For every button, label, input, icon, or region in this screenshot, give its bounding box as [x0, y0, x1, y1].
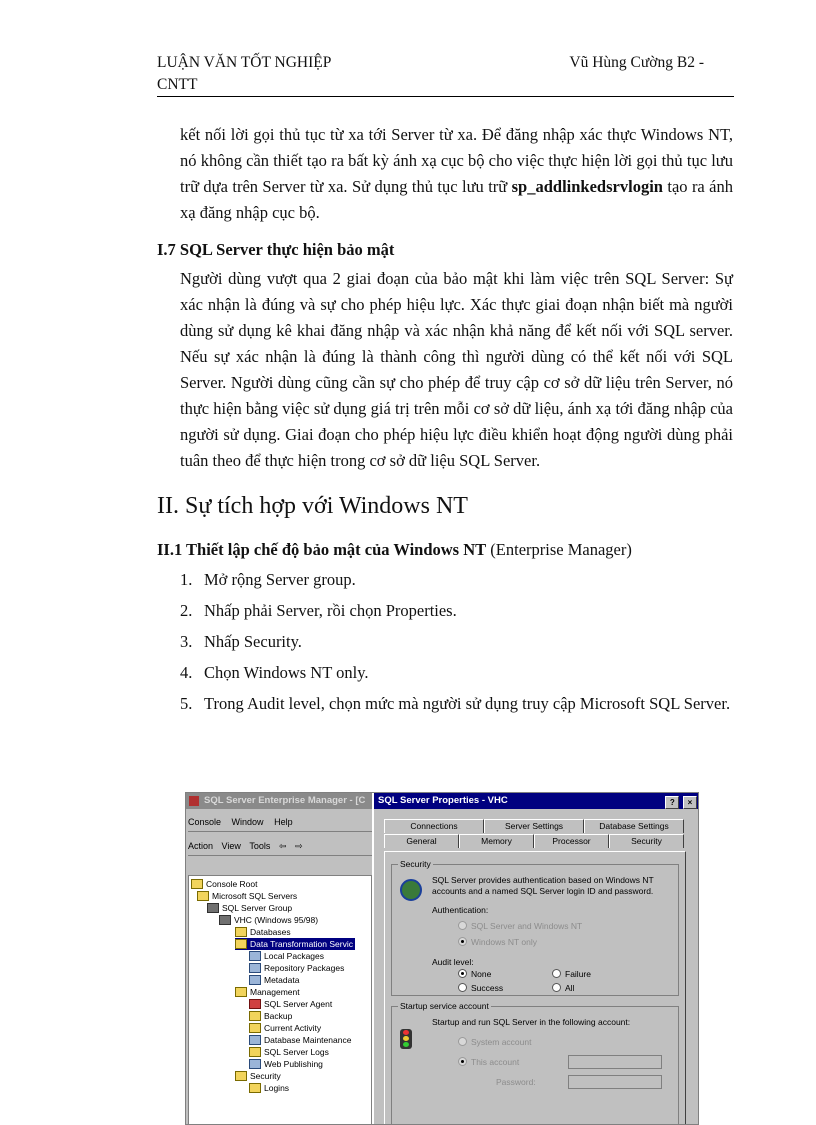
- radio-label: This account: [471, 1057, 520, 1067]
- audit-all-radio[interactable]: [552, 983, 574, 994]
- package-icon: [249, 951, 261, 961]
- section-2-1-heading-normal: (Enterprise Manager): [486, 540, 632, 559]
- tabs-row-top: [384, 819, 684, 833]
- list-item: [180, 692, 733, 716]
- procedure-name: sp_addlinkedsrvlogin: [511, 177, 663, 196]
- radio-icon: [458, 1057, 467, 1066]
- tree-node-label: Local Packages: [264, 951, 325, 961]
- radio-icon: [458, 983, 467, 992]
- paragraph-intro-tail: tạo ra ánh xạ đăng nhập cục bộ.: [180, 177, 733, 222]
- section-1-7-heading: I.7 SQL Server thực hiện bảo mật: [157, 240, 395, 259]
- radio-label: Failure: [565, 969, 591, 979]
- dialog-title-buttons: [664, 795, 697, 811]
- tree-node[interactable]: [235, 1070, 281, 1082]
- em-toolbar: [188, 837, 374, 856]
- step-text: Trong Audit level, chọn mức mà người sử dụng truy cập Microsoft SQL Server.: [204, 694, 731, 713]
- password-label: Password:: [496, 1077, 536, 1087]
- audit-failure-radio[interactable]: [552, 969, 591, 980]
- screenshot-figure: [185, 792, 699, 1125]
- security-globe-icon: [400, 879, 422, 901]
- em-menubar: [188, 813, 374, 832]
- menu-tools[interactable]: Tools: [249, 841, 271, 851]
- tree-node-label: Backup: [264, 1011, 293, 1021]
- tree-node-label: Databases: [250, 927, 291, 937]
- tree-node[interactable]: [235, 926, 291, 938]
- traffic-light-icon: [400, 1029, 412, 1049]
- list-item: [180, 599, 733, 623]
- forward-arrow-icon[interactable]: ⇨: [295, 841, 303, 851]
- audit-none-radio[interactable]: [458, 969, 491, 980]
- radio-icon: [552, 983, 561, 992]
- tab-database-settings[interactable]: Database Settings: [584, 819, 684, 833]
- tab-processor[interactable]: Processor: [534, 834, 609, 848]
- tree-node[interactable]: [249, 974, 299, 986]
- menu-help[interactable]: Help: [274, 817, 293, 827]
- radio-label: None: [471, 969, 492, 979]
- tree-node-label: SQL Server Logs: [264, 1047, 329, 1057]
- folder-icon: [235, 927, 247, 937]
- help-button[interactable]: ?: [665, 796, 679, 809]
- radio-label: System account: [471, 1037, 532, 1047]
- tree-node[interactable]: [249, 1046, 329, 1058]
- paragraph-intro: [180, 122, 733, 226]
- radio-icon: [458, 937, 467, 946]
- repository-icon: [249, 963, 261, 973]
- tab-connections[interactable]: Connections: [384, 819, 484, 833]
- security-group-label: Security: [400, 859, 431, 869]
- radio-label: Success: [471, 983, 504, 993]
- authentication-label: Authentication:: [432, 905, 489, 915]
- header-author: Vũ Hùng Cường B2 -: [569, 54, 704, 71]
- step-number: 5.: [180, 694, 193, 713]
- header-left: [157, 52, 387, 96]
- dialog-title: SQL Server Properties - VHC: [378, 795, 508, 806]
- list-item: [180, 661, 733, 685]
- tree-node-label: Repository Packages: [264, 963, 345, 973]
- menu-console[interactable]: Console: [188, 817, 222, 827]
- audit-success-radio[interactable]: [458, 983, 503, 994]
- folder-icon: [191, 879, 203, 889]
- server-group-icon: [207, 903, 219, 913]
- logs-icon: [249, 1047, 261, 1057]
- tree-node[interactable]: [249, 1058, 323, 1070]
- mmc-app-icon: [189, 796, 199, 806]
- radio-label: All: [565, 983, 575, 993]
- agent-icon: [249, 999, 261, 1009]
- step-number: 2.: [180, 601, 193, 620]
- radio-icon: [458, 1037, 467, 1046]
- radio-label: SQL Server and Windows NT: [471, 921, 583, 931]
- list-item: [180, 568, 733, 592]
- tree-node[interactable]: [249, 1010, 292, 1022]
- startup-account-group: [391, 1001, 679, 1125]
- step-text: Nhấp phải Server, rồi chọn Properties.: [204, 601, 457, 620]
- tree-node[interactable]: [197, 890, 297, 902]
- section-2-1-heading-bold: II.1 Thiết lập chế độ bảo mật của Windows NT: [157, 540, 487, 559]
- tree-node-label: Web Publishing: [264, 1059, 323, 1069]
- system-account-radio[interactable]: [458, 1037, 531, 1048]
- menu-window[interactable]: Window: [231, 817, 264, 827]
- step-number: 3.: [180, 632, 193, 651]
- step-text: Nhấp Security.: [204, 632, 302, 651]
- server-icon: [219, 915, 231, 925]
- header-divider: [157, 96, 734, 97]
- tree-node[interactable]: [207, 902, 292, 914]
- tree-node-label: Logins: [264, 1083, 290, 1093]
- tree-node-label: VHC (Windows 95/98): [234, 915, 319, 925]
- header-thesis-subtitle: CNTT: [157, 76, 198, 93]
- tree-node-label: SQL Server Agent: [264, 999, 333, 1009]
- close-button[interactable]: ×: [683, 796, 697, 809]
- folder-icon: [235, 1071, 247, 1081]
- security-group: [391, 859, 679, 996]
- step-text: Mở rộng Server group.: [204, 570, 356, 589]
- section-1-7-body: Người dùng vượt qua 2 giai đoạn của bảo mật khi làm việc trên SQL Server: Sự xác nhận là đúng và sự cho phép hiệu lực. Xác thực giai đoạn nhận biết mà người dùng sử dụng kê khai đăng nhập và xác nhận khả năng để kết nối với SQL server. Nếu sự xác nhận là đúng là thành công thì người dùng có thể kết nối với SQL Server. Người dùng cũng cần sự cho phép để truy cập cơ sở dữ liệu trên Server, nó thực hiện bằng việc sử dụng giá trị trên mỗi cơ sở dữ liệu, ánh xạ tới đăng nhập của người sử dụng. Giai đoạn cho phép hiệu lực điều khiển hoạt động người dùng phải tuân theo để thực hiện trong cơ sở dữ liệu SQL Server.: [180, 269, 733, 470]
- menu-action[interactable]: Action: [188, 841, 214, 851]
- tree-node-label: Console Root: [206, 879, 258, 889]
- tree-node-label: Data Transformation Servic: [250, 939, 353, 949]
- radio-label: Windows NT only: [471, 937, 537, 947]
- tree-node[interactable]: [249, 950, 324, 962]
- logins-icon: [249, 1083, 261, 1093]
- dialog-titlebar: [374, 793, 699, 809]
- tree-node-label: Security: [250, 1071, 281, 1081]
- section-2-heading: II. Sự tích hợp với Windows NT: [157, 493, 468, 519]
- tree-node[interactable]: [191, 878, 258, 890]
- step-number: 1.: [180, 570, 193, 589]
- tab-memory[interactable]: Memory: [459, 834, 534, 848]
- metadata-icon: [249, 975, 261, 985]
- audit-level-label: Audit level:: [432, 957, 474, 967]
- startup-description: Startup and run SQL Server in the following account:: [432, 1017, 631, 1027]
- tree-node-selected[interactable]: [235, 938, 355, 950]
- security-description: SQL Server provides authentication based on Windows NT accounts and a named SQL Server login ID and password.: [432, 875, 654, 896]
- web-icon: [249, 1059, 261, 1069]
- tabs-row-bottom: [384, 834, 684, 848]
- radio-icon: [552, 969, 561, 978]
- step-text: Chọn Windows NT only.: [204, 663, 369, 682]
- tree-node[interactable]: [219, 914, 318, 926]
- tree-node-label: Metadata: [264, 975, 300, 985]
- tab-server-settings[interactable]: Server Settings: [484, 819, 584, 833]
- tree-node-label: Management: [250, 987, 300, 997]
- tree-node-label: SQL Server Group: [222, 903, 293, 913]
- tree-node[interactable]: [249, 962, 344, 974]
- this-account-radio[interactable]: [458, 1057, 519, 1068]
- properties-dialog: [372, 793, 699, 1124]
- radio-icon: [458, 969, 467, 978]
- folder-icon: [197, 891, 209, 901]
- startup-group-label: Startup service account: [400, 1001, 489, 1011]
- menu-view[interactable]: View: [221, 841, 241, 851]
- folder-icon: [235, 987, 247, 997]
- password-input[interactable]: [568, 1075, 662, 1089]
- folder-icon: [235, 939, 247, 949]
- tree-node[interactable]: [249, 1082, 289, 1094]
- security-tab-panel: [384, 851, 686, 1125]
- back-arrow-icon[interactable]: ⇦: [278, 841, 287, 851]
- tree-node-label: Database Maintenance: [264, 1035, 352, 1045]
- tree-node-label: Current Activity: [264, 1023, 322, 1033]
- auth-nt-only-radio[interactable]: [458, 937, 537, 948]
- tree-node[interactable]: [249, 998, 332, 1010]
- maintenance-icon: [249, 1035, 261, 1045]
- steps-list: [180, 568, 733, 723]
- radio-icon: [458, 921, 467, 930]
- account-input[interactable]: [568, 1055, 662, 1069]
- console-tree: [188, 875, 372, 1125]
- backup-icon: [249, 1011, 261, 1021]
- enterprise-manager-title: SQL Server Enterprise Manager - [C: [204, 795, 366, 806]
- enterprise-manager-titlebar: [186, 793, 376, 809]
- section-2-1-heading: [157, 540, 632, 560]
- tree-node-label: Microsoft SQL Servers: [212, 891, 298, 901]
- list-item: [180, 630, 733, 654]
- paragraph-intro-text: kết nối lời gọi thủ tục từ xa tới Server từ xa. Để đăng nhập xác thực Windows NT, nó không cần thiết tạo ra bất kỳ ánh xạ cục bộ cho việc thực hiện lời gọi thủ tục lưu trữ dựa trên Server từ xa. Sử dụng thủ tục lưu trữ: [180, 125, 733, 196]
- auth-sql-and-nt-radio[interactable]: [458, 921, 582, 932]
- tab-security[interactable]: Security: [609, 834, 684, 848]
- step-number: 4.: [180, 663, 193, 682]
- activity-icon: [249, 1023, 261, 1033]
- tab-general[interactable]: General: [384, 834, 459, 848]
- tree-node[interactable]: [249, 1034, 351, 1046]
- tree-node[interactable]: [249, 1022, 321, 1034]
- header-thesis-title: LUẬN VĂN TỐT NGHIỆP: [157, 54, 332, 71]
- tree-node[interactable]: [235, 986, 300, 998]
